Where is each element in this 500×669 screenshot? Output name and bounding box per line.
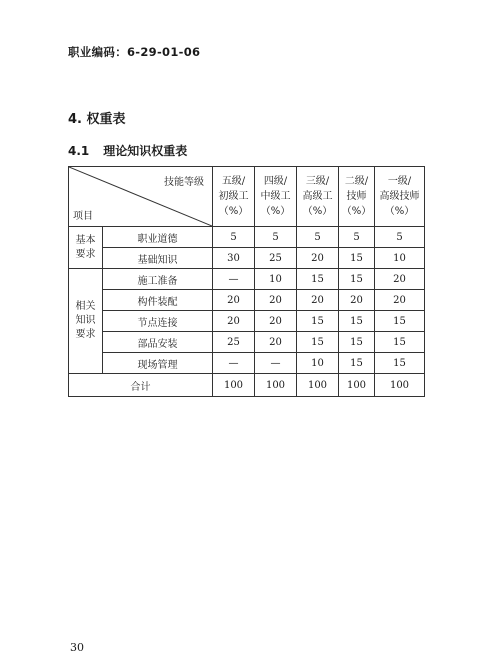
table-cell: 5 xyxy=(213,227,255,248)
diagonal-header-cell xyxy=(69,167,213,227)
row-item-label: 构件装配 xyxy=(103,290,213,311)
table-cell: 20 xyxy=(339,290,375,311)
total-cell: 100 xyxy=(297,374,339,397)
table-cell: 5 xyxy=(297,227,339,248)
table-cell: 20 xyxy=(255,311,297,332)
table-row xyxy=(69,227,425,248)
table-cell: 20 xyxy=(255,332,297,353)
table-row xyxy=(69,248,425,269)
table-cell: 15 xyxy=(297,332,339,353)
table-cell: — xyxy=(213,269,255,290)
weights-table xyxy=(68,166,425,397)
table-cell: — xyxy=(255,353,297,374)
table-cell: 15 xyxy=(339,311,375,332)
table-cell: 25 xyxy=(213,332,255,353)
table-cell: 20 xyxy=(375,269,425,290)
table-cell: 15 xyxy=(375,353,425,374)
table-cell: 30 xyxy=(213,248,255,269)
row-item-label: 现场管理 xyxy=(103,353,213,374)
level-header-5: 五级/ 初级工 （%） xyxy=(213,167,255,227)
total-cell: 100 xyxy=(375,374,425,397)
row-item-label: 节点连接 xyxy=(103,311,213,332)
table-cell: 20 xyxy=(297,248,339,269)
row-item-label: 施工准备 xyxy=(103,269,213,290)
total-cell: 100 xyxy=(213,374,255,397)
row-item-label: 职业道德 xyxy=(103,227,213,248)
section-title: 4. 权重表 xyxy=(68,112,126,127)
table-cell: 20 xyxy=(297,290,339,311)
table-row xyxy=(69,332,425,353)
table-cell: 20 xyxy=(375,290,425,311)
page-number: 30 xyxy=(70,641,84,654)
table-cell: 15 xyxy=(375,332,425,353)
subsection-number: 4.1 xyxy=(68,144,90,158)
skill-level-header: 技能等级 xyxy=(164,177,204,188)
row-item-label: 基础知识 xyxy=(103,248,213,269)
table-cell: 10 xyxy=(255,269,297,290)
group-related-knowledge: 相关 知识 要求 xyxy=(69,269,103,374)
row-item-label: 部品安装 xyxy=(103,332,213,353)
table-cell: 15 xyxy=(339,248,375,269)
table-cell: — xyxy=(213,353,255,374)
table-cell: 15 xyxy=(297,311,339,332)
level-header-1: 一级/ 高级技师 （%） xyxy=(375,167,425,227)
table-cell: 10 xyxy=(297,353,339,374)
table-cell: 20 xyxy=(213,311,255,332)
level-header-4: 四级/ 中级工 （%） xyxy=(255,167,297,227)
table-cell: 20 xyxy=(213,290,255,311)
table-cell: 15 xyxy=(339,332,375,353)
table-cell: 5 xyxy=(339,227,375,248)
table-cell: 15 xyxy=(375,311,425,332)
table-cell: 5 xyxy=(255,227,297,248)
total-cell: 100 xyxy=(255,374,297,397)
table-row xyxy=(69,353,425,374)
level-header-2: 二级/ 技师 （%） xyxy=(339,167,375,227)
table-cell: 20 xyxy=(255,290,297,311)
occupation-code: 职业编码：6-29-01-06 xyxy=(68,45,201,59)
table-header-row xyxy=(69,167,425,227)
item-header: 项目 xyxy=(73,211,93,222)
table-cell: 15 xyxy=(297,269,339,290)
table-cell: 5 xyxy=(375,227,425,248)
subsection-heading xyxy=(68,142,187,159)
total-row xyxy=(69,374,425,397)
table-cell: 10 xyxy=(375,248,425,269)
group-basic-requirements: 基本 要求 xyxy=(69,227,103,269)
table-row xyxy=(69,311,425,332)
level-header-3: 三级/ 高级工 （%） xyxy=(297,167,339,227)
table-cell: 15 xyxy=(339,269,375,290)
total-label: 合计 xyxy=(69,374,213,397)
table-cell: 25 xyxy=(255,248,297,269)
table-row xyxy=(69,290,425,311)
table-row xyxy=(69,269,425,290)
total-cell: 100 xyxy=(339,374,375,397)
table-cell: 15 xyxy=(339,353,375,374)
subsection-title: 理论知识权重表 xyxy=(103,144,188,158)
